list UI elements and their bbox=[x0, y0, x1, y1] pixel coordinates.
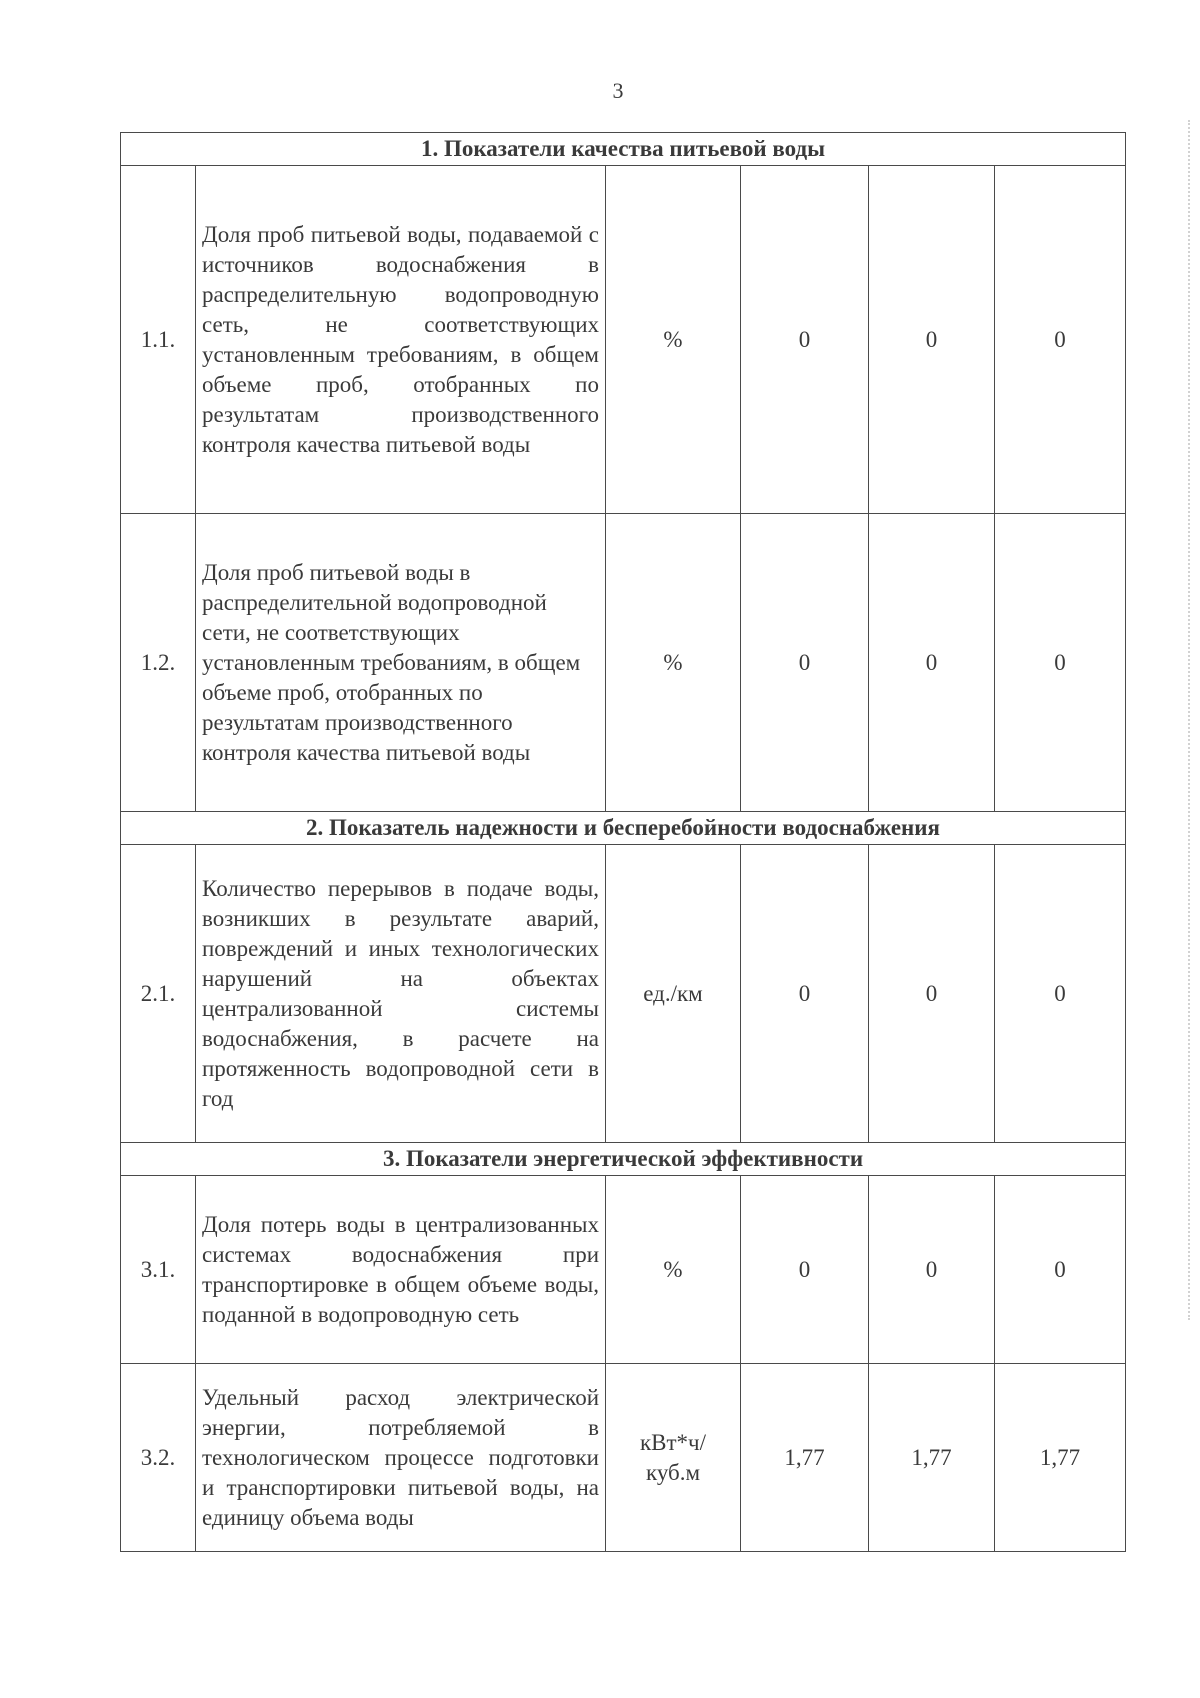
value-cell: 0 bbox=[869, 845, 995, 1143]
row-number: 3.1. bbox=[121, 1176, 196, 1364]
value-cell: 0 bbox=[741, 166, 869, 514]
unit-cell: % bbox=[606, 1176, 741, 1364]
section-title: 1. Показатели качества питьевой воды bbox=[121, 133, 1126, 166]
row-number: 3.2. bbox=[121, 1364, 196, 1552]
unit-cell: % bbox=[606, 166, 741, 514]
section-header-row bbox=[121, 1143, 1126, 1176]
value-cell: 0 bbox=[995, 845, 1126, 1143]
value-cell: 0 bbox=[869, 514, 995, 812]
section-title: 3. Показатели энергетической эффективности bbox=[121, 1143, 1126, 1176]
indicator-description: Количество перерывов в подаче воды, возникших в результате аварий, повреждений и иных технологических нарушений на объектах централизованной системы водоснабжения, в расчете на протяженность водопроводной сети в год bbox=[196, 845, 606, 1143]
section-header-row bbox=[121, 133, 1126, 166]
value-cell: 1,77 bbox=[869, 1364, 995, 1552]
value-cell: 0 bbox=[741, 1176, 869, 1364]
indicator-description: Удельный расход электрической энергии, потребляемой в технологическом процессе подготовки и транспортировки питьевой воды, на единицу объема воды bbox=[196, 1364, 606, 1552]
value-cell: 0 bbox=[869, 1176, 995, 1364]
unit-cell: ед./км bbox=[606, 845, 741, 1143]
value-cell: 0 bbox=[741, 514, 869, 812]
indicator-description: Доля проб питьевой воды, подаваемой с источников водоснабжения в распределительную водопроводную сеть, не соответствующих установленным требованиям, в общем объеме проб, отобранных по результатам производственного контроля качества питьевой воды bbox=[196, 166, 606, 514]
table-row bbox=[121, 166, 1126, 514]
table-row bbox=[121, 1176, 1126, 1364]
table-row bbox=[121, 514, 1126, 812]
section-header-row bbox=[121, 812, 1126, 845]
value-cell: 0 bbox=[995, 514, 1126, 812]
table-row bbox=[121, 1364, 1126, 1552]
indicators-table bbox=[120, 132, 1126, 1552]
value-cell: 1,77 bbox=[741, 1364, 869, 1552]
scan-edge-marks bbox=[1186, 120, 1190, 1320]
page-number: 3 bbox=[612, 78, 624, 103]
indicator-description: Доля потерь воды в централизованных системах водоснабжения при транспортировке в общем объеме воды, поданной в водопроводную сеть bbox=[196, 1176, 606, 1364]
value-cell: 0 bbox=[995, 166, 1126, 514]
unit-cell: кВт*ч/ куб.м bbox=[606, 1364, 741, 1552]
row-number: 2.1. bbox=[121, 845, 196, 1143]
row-number: 1.2. bbox=[121, 514, 196, 812]
section-title: 2. Показатель надежности и бесперебойности водоснабжения bbox=[121, 812, 1126, 845]
value-cell: 1,77 bbox=[995, 1364, 1126, 1552]
table-row bbox=[121, 845, 1126, 1143]
unit-cell: % bbox=[606, 514, 741, 812]
value-cell: 0 bbox=[741, 845, 869, 1143]
row-number: 1.1. bbox=[121, 166, 196, 514]
indicator-description: Доля проб питьевой воды в распределительной водопроводной сети, не соответствующих установленным требованиям, в общем объеме проб, отобранных по результатам производственного контроля качества питьевой воды bbox=[196, 514, 606, 812]
value-cell: 0 bbox=[869, 166, 995, 514]
value-cell: 0 bbox=[995, 1176, 1126, 1364]
